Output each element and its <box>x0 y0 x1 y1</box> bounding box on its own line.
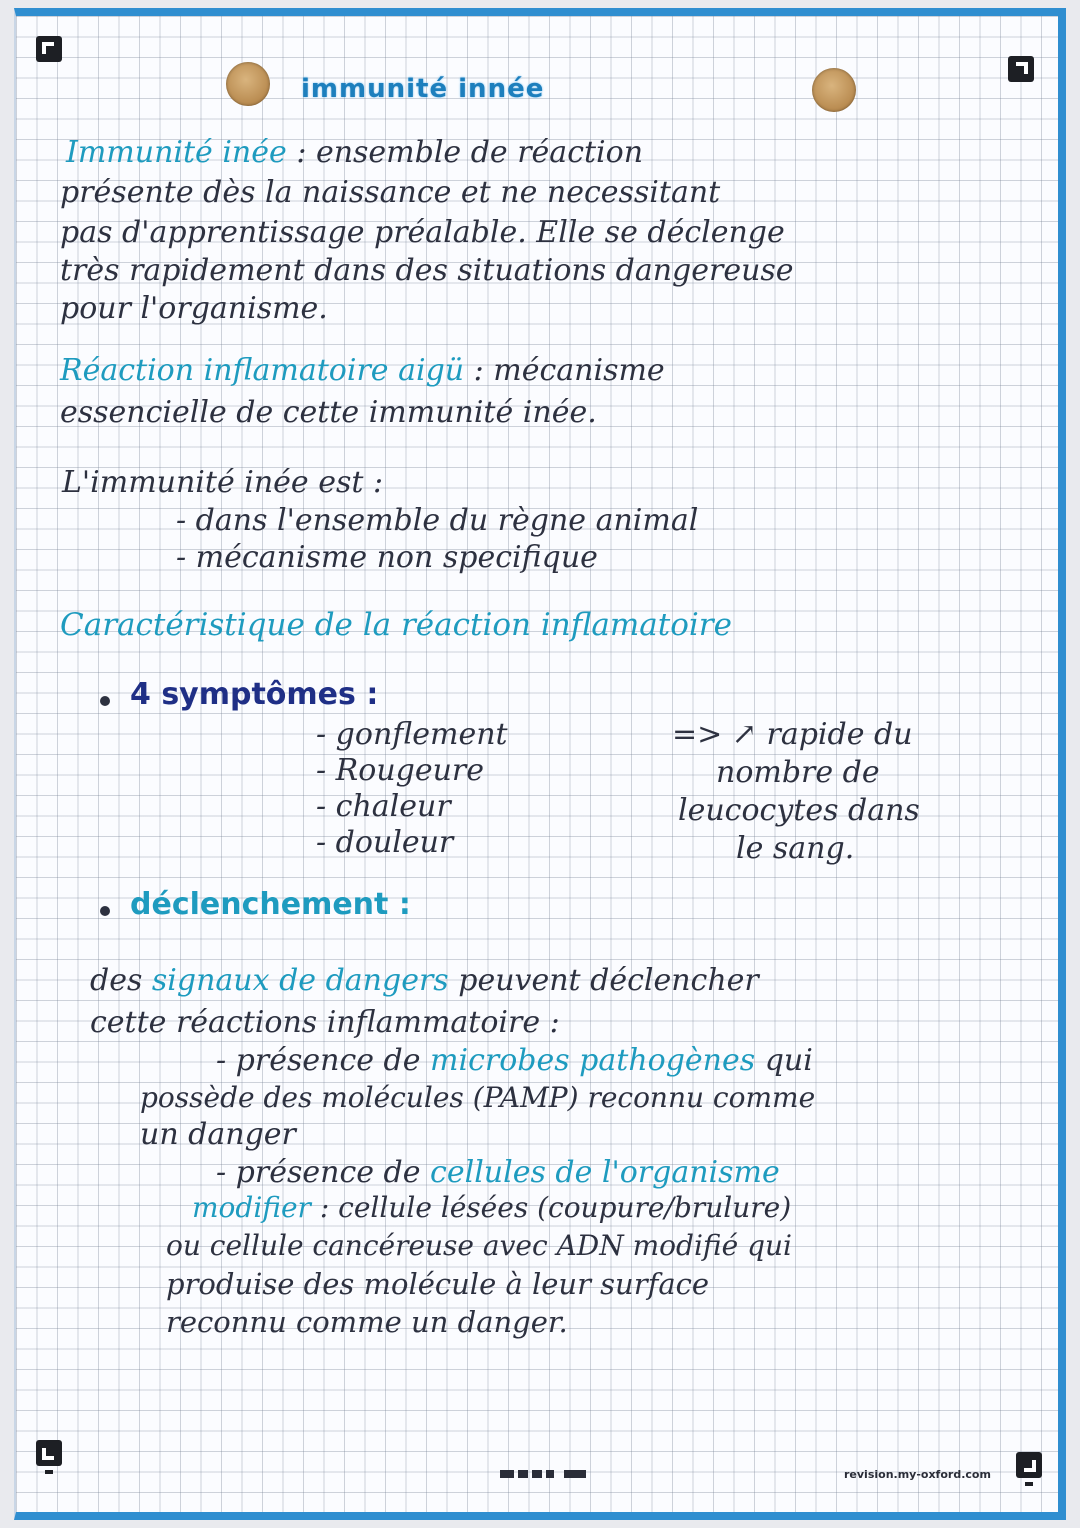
trigger-item-1-start: - présence de <box>216 1043 421 1078</box>
corner-marker-bottom-left <box>36 1440 62 1466</box>
trigger-intro-line-2: cette réactions inflammatoire : <box>90 1005 560 1040</box>
consequence-line-1: => ↗ rapide du <box>672 717 913 752</box>
bullet-symptoms <box>100 696 110 706</box>
footer-url: revision.my-oxford.com <box>844 1468 991 1481</box>
properties-intro: L'immunité inée est : <box>62 465 384 500</box>
danger-signals-term: signaux de dangers <box>151 963 449 998</box>
corner-marker-top-right <box>1008 56 1034 82</box>
page-title: immunité innée <box>301 74 545 104</box>
symptom-1: - gonflement <box>316 717 508 752</box>
corner-marker-bottom-right <box>1016 1452 1042 1478</box>
modified-cells-term: cellules de l'organisme <box>430 1155 780 1190</box>
corner-marker-top-left <box>36 36 62 62</box>
definition-line-1 <box>66 135 644 170</box>
symptoms-label: 4 symptômes : <box>130 677 379 712</box>
footer-mark-4 <box>546 1470 554 1478</box>
trigger-intro-start: des <box>90 963 143 998</box>
symptom-2: - Rougeure <box>316 753 485 788</box>
trigger-item-2-line-2 <box>192 1191 792 1224</box>
trigger-item-1-line-1 <box>216 1043 813 1078</box>
symptom-4: - douleur <box>316 825 454 860</box>
trigger-item-2-line-3: ou cellule cancéreuse avec ADN modifié qui <box>166 1229 792 1262</box>
reaction-text: : mécanisme <box>473 353 665 388</box>
definition-text: : ensemble de réaction <box>296 135 644 170</box>
properties-item-2: - mécanisme non specifique <box>176 540 598 575</box>
definition-line-4: très rapidement dans des situations dangereuse <box>60 253 794 288</box>
modified-term: modifier <box>192 1191 311 1224</box>
consequence-line-3: leucocytes dans <box>678 793 920 828</box>
trigger-item-1-line-2: possède des molécules (PAMP) reconnu comme <box>140 1081 816 1114</box>
characteristics-heading: Caractéristique de la réaction inflamatoire <box>60 607 732 643</box>
footer-mark-1 <box>500 1470 514 1478</box>
trigger-item-2-rest: : cellule lésées (coupure/brulure) <box>319 1191 792 1224</box>
bullet-trigger <box>100 906 110 916</box>
notebook-page <box>14 8 1066 1520</box>
definition-line-2: présente dès la naissance et ne necessitant <box>60 175 721 210</box>
trigger-item-1-line-3: un danger <box>140 1117 296 1152</box>
trigger-label: déclenchement : <box>130 887 411 922</box>
definition-line-3: pas d'apprentissage préalable. Elle se déclenge <box>60 215 785 250</box>
definition-line-5: pour l'organisme. <box>60 291 328 326</box>
footer-mark-3 <box>532 1470 542 1478</box>
definition-term: Immunité inée <box>66 135 287 170</box>
consequence-line-4: le sang. <box>736 831 855 866</box>
pathogens-term: microbes pathogènes <box>430 1043 756 1078</box>
trigger-item-1-end: qui <box>764 1043 813 1078</box>
trigger-item-2-line-1 <box>216 1155 780 1190</box>
punch-hole-right <box>812 68 856 112</box>
trigger-item-2-line-5: reconnu comme un danger. <box>166 1305 568 1339</box>
reaction-line-1 <box>60 353 665 388</box>
footer-mark-2 <box>518 1470 528 1478</box>
trigger-item-2-line-4: produise des molécule à leur surface <box>166 1267 710 1301</box>
symptom-3: - chaleur <box>316 789 451 824</box>
trigger-intro-line-1 <box>90 963 759 998</box>
reaction-line-2: essencielle de cette immunité inée. <box>60 395 597 430</box>
footer-mark-5 <box>564 1470 586 1478</box>
trigger-intro-end: peuvent déclencher <box>458 963 759 998</box>
trigger-item-2-start: - présence de <box>216 1155 421 1190</box>
reaction-term: Réaction inflamatoire aigü <box>60 353 465 388</box>
properties-item-1: - dans l'ensemble du règne animal <box>176 503 699 538</box>
punch-hole-left <box>226 62 270 106</box>
consequence-line-2: nombre de <box>716 755 880 790</box>
